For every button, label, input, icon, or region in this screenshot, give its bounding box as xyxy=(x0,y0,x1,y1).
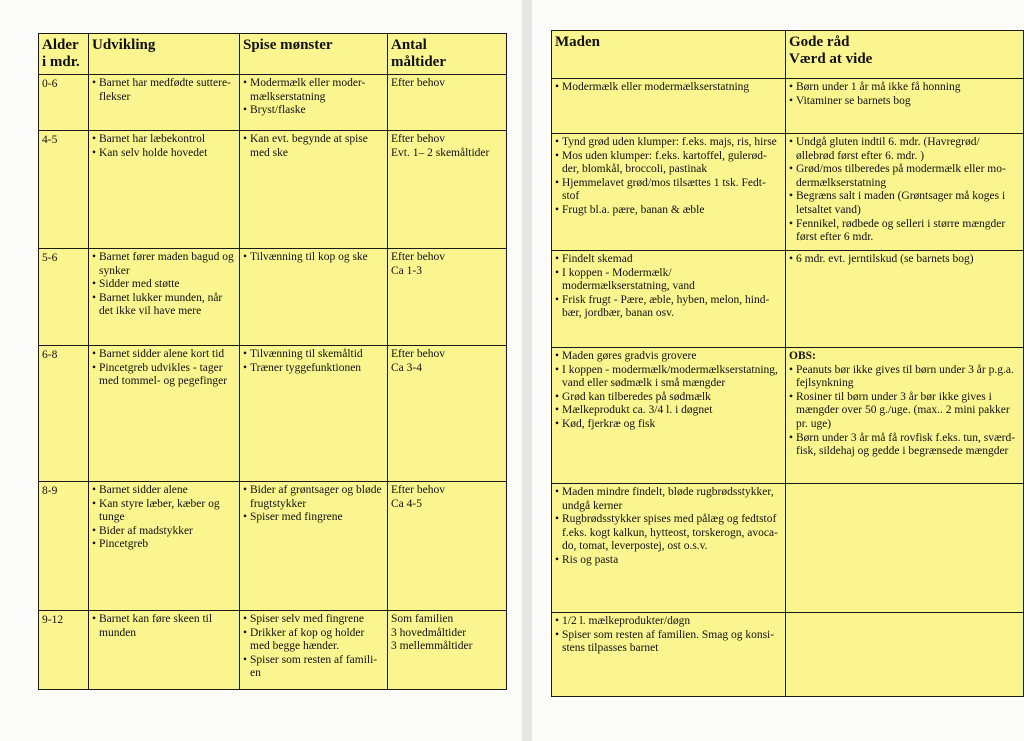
maden-list xyxy=(555,486,782,568)
spise-list xyxy=(243,484,384,525)
raad-list xyxy=(789,81,1020,108)
antal-cell: Efter behov xyxy=(388,75,507,131)
table-row xyxy=(39,75,507,131)
spise-cell xyxy=(240,482,388,611)
list-item: • Rosiner til børn under 3 år bør ikke gives i mængder over 50 g./uge. (max.. 2 mini pakker pr. uge) xyxy=(789,391,1020,432)
header-gode-raad: Gode råd Værd at vide xyxy=(786,31,1024,79)
list-item: • Maden mindre findelt, bløde rugbrødsstykker, undgå kerner xyxy=(555,486,782,513)
header-antal-maltider: Antal måltider xyxy=(388,34,507,75)
list-item: • Hjemmelavet grød/mos tilsættes 1 tsk. Fedt- stof xyxy=(555,177,782,204)
list-item: • 6 mdr. evt. jerntilskud (se barnets bog) xyxy=(789,253,1020,267)
list-item: • Kan selv holde hovedet xyxy=(92,147,236,161)
table-row xyxy=(39,611,507,690)
list-item: • Spiser som resten af famili- en xyxy=(243,654,384,681)
list-item: • Modermælk eller modermælkserstatning xyxy=(555,81,782,95)
list-item: • Mos uden klumper: f.eks. kartoffel, gulerød- der, blomkål, broccoli, pastinak xyxy=(555,150,782,177)
list-item: • Mælkeprodukt ca. 3/4 l. i døgnet xyxy=(555,404,782,418)
antal-cell: Efter behov Evt. 1– 2 skemåltider xyxy=(388,131,507,249)
list-item: • Drikker af kop og holder med begge hænder. xyxy=(243,627,384,654)
development-table xyxy=(38,33,507,690)
spise-list xyxy=(243,348,384,375)
table-row xyxy=(552,484,1024,613)
table-row xyxy=(552,134,1024,251)
list-item: • Kan evt. begynde at spise med ske xyxy=(243,133,384,160)
list-item: • Tilvænning til kop og ske xyxy=(243,251,384,265)
list-item: • Barnet fører maden bagud og synker xyxy=(92,251,236,278)
list-item: • Pincetgreb udvikles - tager med tommel- og pegefinger xyxy=(92,362,236,389)
table-row xyxy=(552,613,1024,697)
list-item: • Barnet har medfødte suttere- flekser xyxy=(92,77,236,104)
udvikling-list xyxy=(92,77,236,104)
list-item: • Børn under 1 år må ikke få honning xyxy=(789,81,1020,95)
obs-label: OBS: xyxy=(789,350,816,362)
udvikling-cell xyxy=(89,611,240,690)
list-item: • Bider af grøntsager og bløde frugtstykker xyxy=(243,484,384,511)
maden-cell xyxy=(552,79,786,134)
list-item: • Barnet sidder alene xyxy=(92,484,236,498)
antal-cell: Som familien 3 hovedmåltider 3 mellemmåltider xyxy=(388,611,507,690)
maden-list xyxy=(555,136,782,218)
udvikling-cell xyxy=(89,75,240,131)
age-cell: 5-6 xyxy=(39,249,89,346)
food-advice-table-header xyxy=(552,31,1024,79)
list-item: • Pincetgreb xyxy=(92,538,236,552)
list-item: • Spiser som resten af familien. Smag og konsi- stens tilpasses barnet xyxy=(555,629,782,656)
table-row xyxy=(39,346,507,482)
list-item: • I koppen - Modermælk/ modermælkserstatning, vand xyxy=(555,267,782,294)
maden-list xyxy=(555,615,782,656)
list-item: • Spiser selv med fingrene xyxy=(243,613,384,627)
list-item: • Grød/mos tilberedes på modermælk eller mo- dermælkserstatning xyxy=(789,163,1020,190)
gode-raad-cell xyxy=(786,251,1024,348)
development-table-header xyxy=(39,34,507,75)
table-row xyxy=(552,348,1024,484)
list-item: • Kan styre læber, kæber og tunge xyxy=(92,498,236,525)
gode-raad-cell xyxy=(786,484,1024,613)
list-item: • Barnet har læbekontrol xyxy=(92,133,236,147)
udvikling-cell xyxy=(89,249,240,346)
list-item: • Bryst/flaske xyxy=(243,104,384,118)
udvikling-cell xyxy=(89,346,240,482)
header-alder: Alder i mdr. xyxy=(39,34,89,75)
spise-cell xyxy=(240,131,388,249)
udvikling-cell xyxy=(89,131,240,249)
maden-cell xyxy=(552,348,786,484)
age-cell: 6-8 xyxy=(39,346,89,482)
spise-list xyxy=(243,251,384,265)
table-row xyxy=(39,131,507,249)
list-item: • Frugt bl.a. pære, banan & æble xyxy=(555,204,782,218)
list-item: • Tilvænning til skemåltid xyxy=(243,348,384,362)
maden-cell xyxy=(552,613,786,697)
list-item: • 1/2 l. mælkeprodukter/døgn xyxy=(555,615,782,629)
list-item: • Spiser med fingrene xyxy=(243,511,384,525)
food-advice-table xyxy=(551,30,1024,697)
list-item: • Sidder med støtte xyxy=(92,278,236,292)
spise-list xyxy=(243,77,384,118)
list-item: • Peanuts bør ikke gives til børn under 3 år p.g.a. fejlsynkning xyxy=(789,364,1020,391)
raad-list xyxy=(789,364,1020,459)
list-item: • Grød kan tilberedes på sødmælk xyxy=(555,391,782,405)
udvikling-cell xyxy=(89,482,240,611)
list-item: • Bider af madstykker xyxy=(92,525,236,539)
udvikling-list xyxy=(92,613,236,640)
list-item: • Fennikel, rødbede og selleri i større mængder først efter 6 mdr. xyxy=(789,218,1020,245)
list-item: • Barnet lukker munden, når det ikke vil have mere xyxy=(92,292,236,319)
age-cell: 0-6 xyxy=(39,75,89,131)
list-item: • Tynd grød uden klumper: f.eks. majs, ris, hirse xyxy=(555,136,782,150)
spise-list xyxy=(243,613,384,681)
list-item: • Ris og pasta xyxy=(555,554,782,568)
header-spise-monster: Spise mønster xyxy=(240,34,388,75)
list-item: • Barnet sidder alene kort tid xyxy=(92,348,236,362)
list-item: • Maden gøres gradvis grovere xyxy=(555,350,782,364)
age-cell: 4-5 xyxy=(39,131,89,249)
list-item: • Rugbrødsstykker spises med pålæg og fedtstof f.eks. kogt kalkun, hytteost, torskerogn, avoca- do, tomat, leverpostej, ost o.s.v. xyxy=(555,513,782,554)
spise-list xyxy=(243,133,384,160)
list-item: • I koppen - modermælk/modermælkserstatning, vand eller sødmælk i små mængder xyxy=(555,364,782,391)
antal-cell: Efter behov Ca 3-4 xyxy=(388,346,507,482)
maden-list xyxy=(555,350,782,432)
list-item: • Børn under 3 år må få rovfisk f.eks. tun, sværd- fisk, sildehaj og gedde i begrænsede mængder xyxy=(789,432,1020,459)
antal-cell: Efter behov Ca 1-3 xyxy=(388,249,507,346)
page-gutter xyxy=(522,0,532,741)
list-item: • Vitaminer se barnets bog xyxy=(789,95,1020,109)
maden-list xyxy=(555,81,782,95)
header-maden: Maden xyxy=(552,31,786,79)
raad-list xyxy=(789,136,1020,245)
antal-cell: Efter behov Ca 4-5 xyxy=(388,482,507,611)
spise-cell xyxy=(240,75,388,131)
spise-cell xyxy=(240,611,388,690)
age-cell: 8-9 xyxy=(39,482,89,611)
gode-raad-cell xyxy=(786,134,1024,251)
list-item: • Træner tyggefunktionen xyxy=(243,362,384,376)
udvikling-list xyxy=(92,484,236,552)
list-item: • Frisk frugt - Pære, æble, hyben, melon, hind- bær, jordbær, banan osv. xyxy=(555,294,782,321)
spise-cell xyxy=(240,249,388,346)
maden-cell xyxy=(552,134,786,251)
maden-cell xyxy=(552,251,786,348)
age-cell: 9-12 xyxy=(39,611,89,690)
gode-raad-cell xyxy=(786,348,1024,484)
maden-cell xyxy=(552,484,786,613)
list-item: • Kød, fjerkræ og fisk xyxy=(555,418,782,432)
list-item: • Undgå gluten indtil 6. mdr. (Havregrød/ øllebrød først efter 6. mdr. ) xyxy=(789,136,1020,163)
header-udvikling: Udvikling xyxy=(89,34,240,75)
udvikling-list xyxy=(92,348,236,389)
list-item: • Modermælk eller moder- mælkserstatning xyxy=(243,77,384,104)
table-row xyxy=(39,482,507,611)
gode-raad-cell xyxy=(786,613,1024,697)
table-row xyxy=(552,251,1024,348)
list-item: • Findelt skemad xyxy=(555,253,782,267)
udvikling-list xyxy=(92,133,236,160)
list-item: • Begræns salt i maden (Grøntsager må koges i letsaltet vand) xyxy=(789,190,1020,217)
gode-raad-cell xyxy=(786,79,1024,134)
table-row xyxy=(39,249,507,346)
udvikling-list xyxy=(92,251,236,319)
raad-list xyxy=(789,253,1020,267)
list-item: • Barnet kan føre skeen til munden xyxy=(92,613,236,640)
maden-list xyxy=(555,253,782,321)
table-row xyxy=(552,79,1024,134)
spise-cell xyxy=(240,346,388,482)
